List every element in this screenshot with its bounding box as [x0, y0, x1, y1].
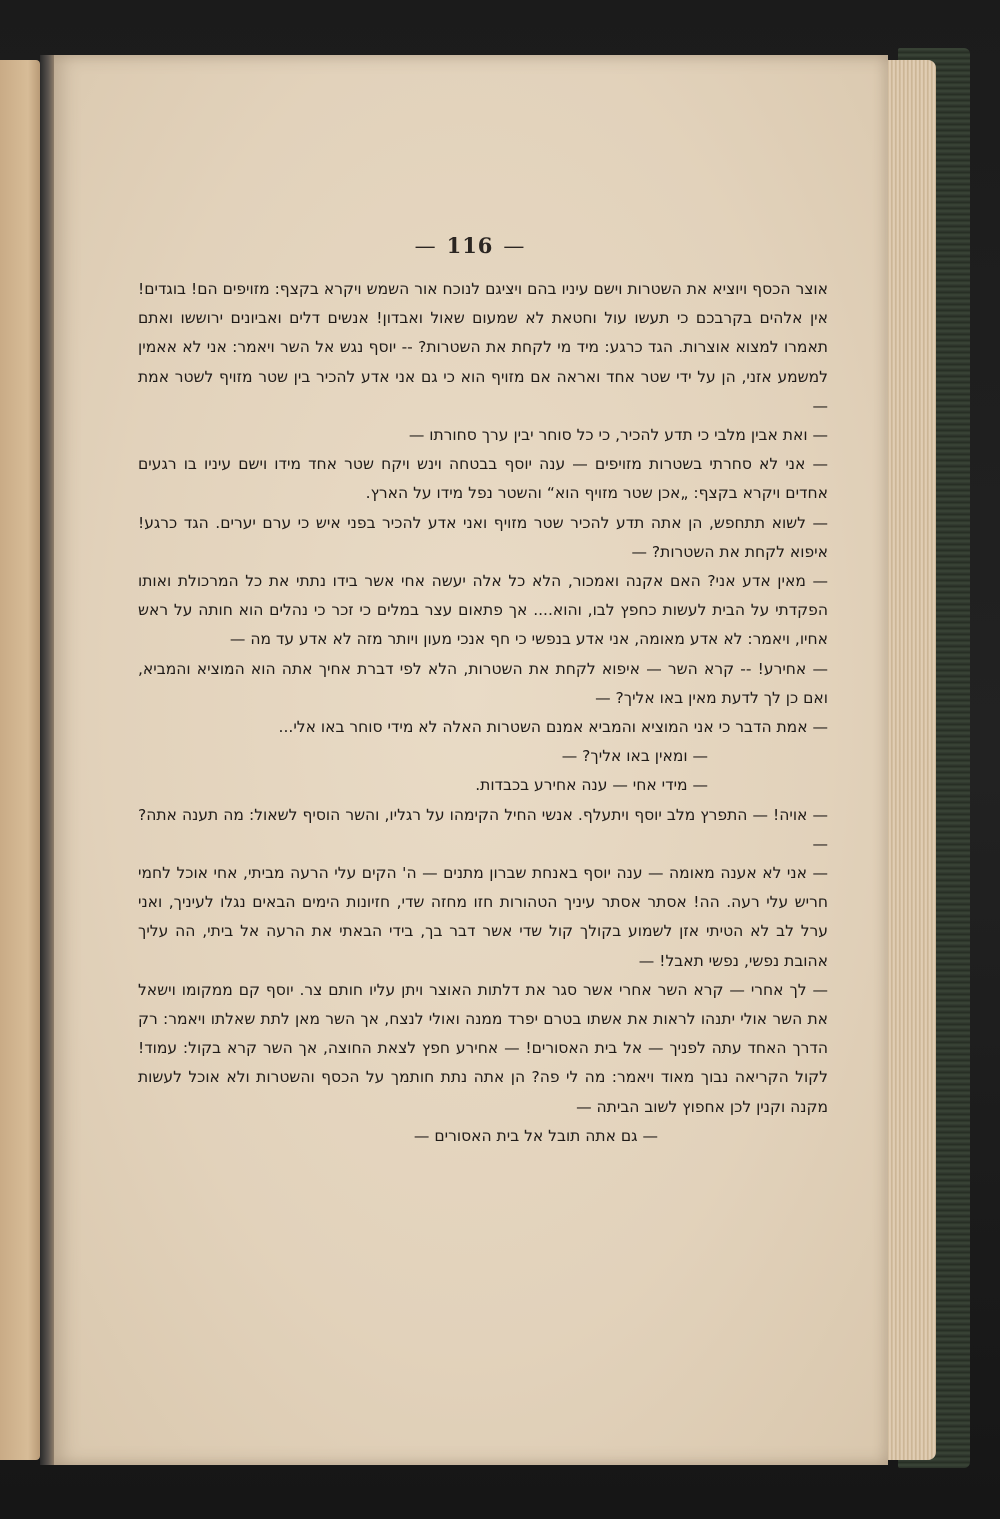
paragraph: — אחירע! -- קרא השר — איפוא לקחת את השטרות, הלא לפי דברת אחיך אתה הוא המוציא והמביא, ואם כן לך לדעת מאין באו אליך? —: [138, 659, 828, 707]
paragraph: — גם אתה תובל אל בית האסורים —: [413, 1126, 658, 1145]
paragraph: — אני לא אענה מאומה — ענה יוסף באנחת שברון מתנים — ה' הקים עלי הרעה מביתי, אחי אוכל לחמי חריש עלי רעה. הה! אסתר אסתר עיניך הטהורות חזו מחזה שדי, חזיונות הימים הבאים נגלו לעיניך, ואני ערל לב לא הטיתי אזן לשמוע בקולך קול שדי אשר דבר בך, בידי הבאתי את הרעה אל ביתי, הה עליך אהובת נפשי, נפשי תאבל! —: [138, 864, 828, 970]
paragraph: — מאין אדע אני? האם אקנה ואמכור, הלא כל אלה יעשה אחי אשר בידו נתתי את כל המרכולת ואותו הפקדתי על הבית לעשות כחפץ לבו, והוא.... אך פתאום עצר במלים כי זכר כי נהלים הוא חותה על ראש אחיו, ויאמר: לא אדע מאומה, אני אדע בנפשי כי חף אנכי מעון ויותר מזה לא אדע עד מה —: [138, 572, 828, 649]
paragraph: — אויה! — התפרץ מלב יוסף ויתעלף. אנשי החיל הקימהו על רגליו, והשר הוסיף לשאול: מה תענה אתה? —: [138, 805, 828, 853]
paragraph: — אמת הדבר כי אני המוציא והמביא אמנם השטרות האלה לא מידי סוחר באו אלי...: [278, 718, 828, 737]
paragraph: — לשוא תתחפש, הן אתה תדע להכיר שטר מזויף ואני אדע להכיר בפני איש כי ערם יערים. הגד כרגע! איפוא לקחת את השטרות? —: [138, 513, 828, 561]
book-page: [50, 55, 888, 1465]
page-number-dash-left: —: [414, 234, 437, 258]
paragraph: — לך אחרי — קרא השר אחרי אשר סגר את דלתות האוצר ויתן עליו חותם צר. יוסף קם ממקומו וישאל את השר אולי יתנהו לראות את אשתו בטרם יפרד ממנה ואולי לנצח, אך השר מאן לתת שאלתו ויאמר: רק הדרך האחד עתה לפניך — אל בית האסורים! — אחירע חפץ לצאת החוצה, אך השר קרא בקול: עמוד! לקול הקריאה נבוך מאוד ויאמר: מה לי פה? הן אתה נתת חותמך על הכסף והשטרות ולא אוכל לעשות מקנה וקנין לכן אחפוץ לשוב הביתה —: [138, 980, 828, 1116]
paragraph: אוצר הכסף ויוציא את השטרות וישם עיניו בהם ויציגם לנוכח אור השמש ויקרא בקצף: מזויפים הם! בוגדים! אין אלהים בקרבכם כי תעשו עול וחטאת לא שמעום שאול ואבדון! אנשים דלים ואביונים ירוששו ואתם תאמרו למצוא אוצרות. הגד כרגע: מיד מי לקחת את השטרות? -- יוסף נגש אל השר ויאמר: אני לא אאמין למשמע אזני, הן על ידי שטר אחד ואראה אם מזויף הוא כי גם אני אדע להכיר בין שטר מזויף לשטר אמת —: [138, 280, 828, 415]
page-number: 116: [446, 233, 494, 258]
page-number-line: [50, 233, 890, 258]
page-number-dash-right: —: [503, 234, 526, 258]
paragraph: — ואת אבין מלבי כי תדע להכיר, כי כל סוחר יבין ערך סחורתו —: [408, 426, 828, 445]
paragraph: — אני לא סחרתי בשטרות מזויפים — ענה יוסף בבטחה וינש ויקח שטר אחד מידו וישם עיניו בו רגעים אחדים ויקרא בקצף: „אכן שטר מזויף הוא“ והשטר נפל מידו על הארץ.: [138, 455, 828, 503]
paragraph: — ומאין באו אליך? —: [561, 747, 708, 766]
facing-page-edge: [0, 60, 40, 1460]
paragraph: — מידי אחי — ענה אחירע בכבדות.: [475, 776, 708, 795]
body-text: [138, 275, 828, 1151]
book-gutter: [40, 55, 54, 1465]
